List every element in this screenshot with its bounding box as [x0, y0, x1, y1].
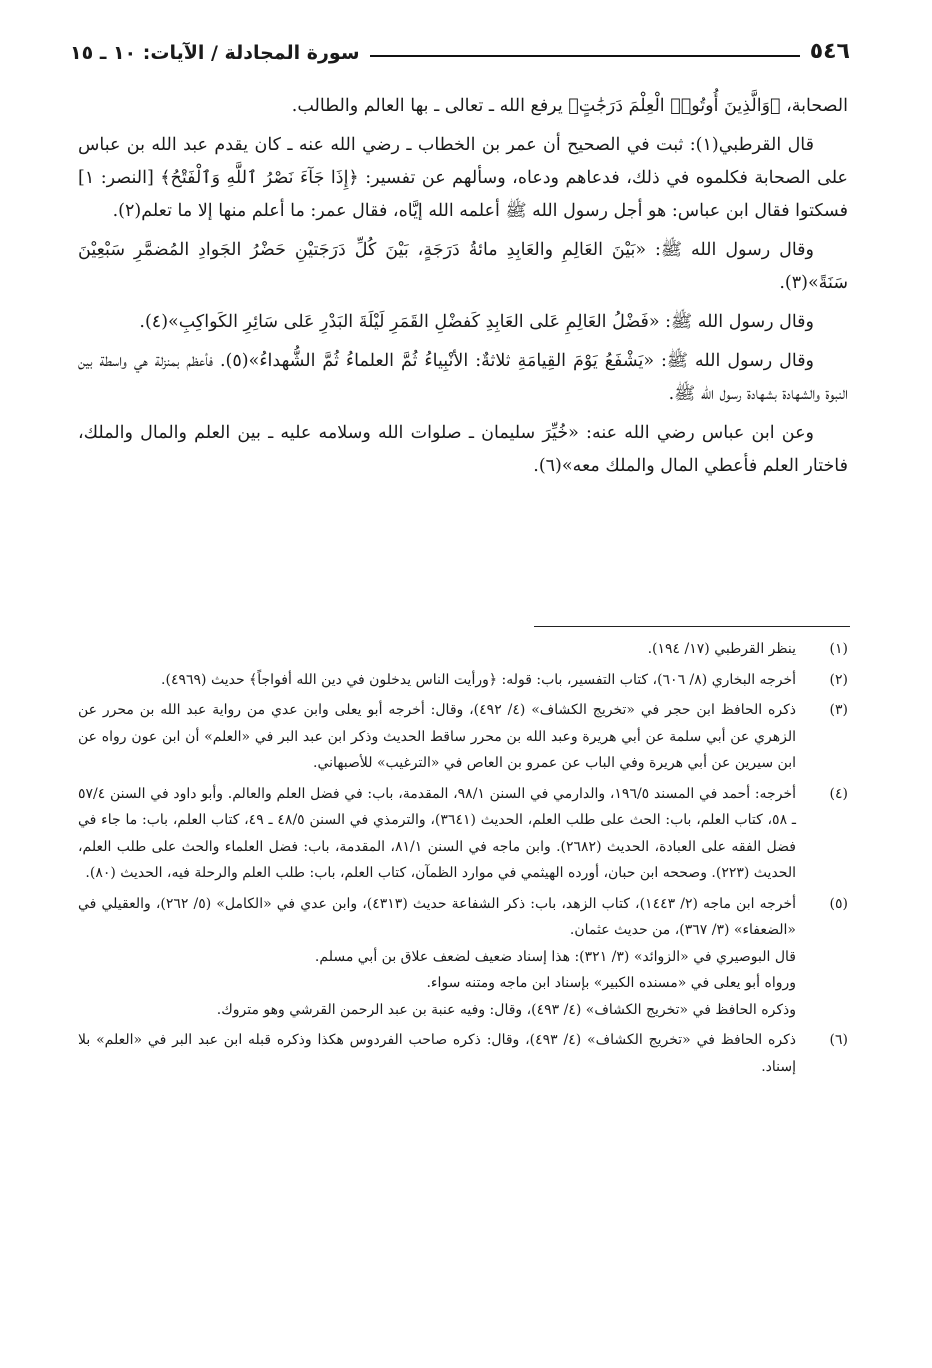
- paragraph: قال القرطبي(١): ثبت في الصحيح أن عمر بن الخطاب ـ رضي الله عنه ـ كان يقدم عبد الله بن عباس على الصحابة فكلموه في ذلك، فدعاهم ودعاه، وسألهم عن تفسير: ﴿إِذَا جَآءَ نَصْرُ ٱللَّهِ وَٱلْفَتْحُ﴾ [النصر: ١] فسكتوا فقال ابن عباس: هو أجل رسول الله ﷺ أعلمه الله إيَّاه، فقال عمر: ما أعلم منها إلا ما تعلم(٢).: [78, 135, 848, 221]
- footnote-text: وذكره الحافظ في «تخريج الكشاف» (٤/ ٤٩٣)، وقال: وفيه عنبة بن عبد الرحمن القرشي وهو متروك.: [216, 1001, 796, 1018]
- footnote-text: أخرجه البخاري (٨/ ٦٠٦)، كتاب التفسير، باب: قوله: ﴿ورأيت الناس يدخلون في دين الله أفواجاً﴾ حديث (٤٩٦٩).: [161, 671, 796, 688]
- footnote: [78, 1027, 848, 1080]
- footnote-text: ذكره الحافظ ابن حجر في «تخريج الكشاف» (٤/ ٤٩٢)، وقال: أخرجه أبو يعلى وابن عدي من رواية عبد الله بن محرر عن الزهري عن أبي سلمة عن أبي هريرة وعبد الله بن محرر ساقط الحديث وذكر ابن عبد البر في «العلم» أن ابن عون رواه عن ابن سيرين عن أبي هريرة وفي الباب عن عمرو بن العاص في «الترغيب» للأصبهاني.: [78, 702, 797, 771]
- paragraph: وقال رسول الله ﷺ: «فَضْلُ العَالِمِ عَلى العَابِدِ كَفضْلِ القَمَرِ لَيْلَةَ البَدْرِ عَلى سَائِرِ الكَواكِبِ»(٤).: [139, 312, 814, 332]
- footnote-number: (١): [829, 641, 848, 657]
- footnote-separator: [534, 626, 850, 627]
- footnote-number: (٤): [829, 785, 848, 802]
- footnote-text: قال البوصيري في «الزوائد» (٣/ ٣٢١): هذا إسناد ضعيف لضعف علاق بن أبي مسلم.: [314, 948, 796, 965]
- footnote-number: (٥): [829, 895, 848, 912]
- footnote: [78, 636, 848, 663]
- footnote-text: ذكره الحافظ في «تخريج الكشاف» (٤/ ٤٩٣)، وقال: ذكره صاحب الفردوس هكذا وذكره قبله ابن عبد البر في «العلم» بلا إسناد.: [78, 1032, 796, 1075]
- footnotes: [78, 636, 848, 1084]
- surah-title: سورة المجادلة / الآيات: ١٠ ـ ١٥: [70, 42, 360, 64]
- paragraph: الصحابة، ﴿وَالَّذِينَ أُوتُوا۟ الْعِلْمَ دَرَجَٰتٍ﴾ يرفع الله ـ تعالى ـ بها العالم والطالب.: [291, 96, 848, 116]
- paragraph: وعن ابن عباس رضي الله عنه: «خُيِّرَ سليمان ـ صلوات الله وسلامه عليه ـ بين العلم والمال والملك، فاختار العلم فأعطي المال والملك معه»(٦).: [78, 423, 848, 476]
- footnote-number: (٦): [829, 1032, 848, 1048]
- footnote-text: ينظر القرطبي (١٧/ ١٩٤).: [647, 641, 796, 657]
- footnote: [78, 781, 848, 887]
- footnote: [78, 697, 848, 777]
- footnote: [78, 667, 848, 694]
- footnote-number: (٣): [829, 702, 848, 718]
- main-text: [78, 90, 848, 489]
- running-header: [70, 30, 850, 64]
- footnote-text: أخرجه ابن ماجه (٢/ ١٤٤٣)، كتاب الزهد، باب: ذكر الشفاعة حديث (٤٣١٣)، وابن عدي في «الكامل» (٥/ ٢٦٢)، والعقيلي في «الضعفاء» (٣/ ٣٦٧)، من حديث عثمان.: [78, 895, 796, 938]
- footnote: [78, 891, 848, 1024]
- paragraph: وقال رسول الله ﷺ: «بَيْنَ العَالِمِ والعَابِدِ مائةُ دَرَجَةٍ، بَيْنَ كُلِّ دَرَجَتيْنِ حَضْرُ الجَوادِ المُضمَّرِ سَبْعِيْنَ سَنَةً»(٣).: [78, 240, 848, 293]
- footnote-text: ورواه أبو يعلى في «مسنده الكبير» بإسناد ابن ماجه ومتنه سواء.: [426, 975, 796, 991]
- footnote-text: أخرجه: أحمد في المسند ١٩٦/٥، والدارمي في السنن ٩٨/١، المقدمة، باب: في فضل العلم والعالم. وأبو داود في السنن ٥٧/٤ ـ ٥٨، كتاب العلم، باب: الحث على طلب العلم، الحديث (٣٦٤١)، والترمذي في السنن ٤٨/٥ ـ ٤٩، كتاب العلم، باب: ما جاء في فضل الفقه على العبادة، الحديث (٢٦٨٢). وابن ماجه في السنن ٨١/١، المقدمة، باب: فضل العلماء والحث على طلب العلم، الحديث (٢٢٣). وصححه ابن حبان، أورده الهيثمي في موارد الظمآن، كتاب العلم، باب: طلب العلم والرحلة فيه، الحديث (٨٠).: [78, 785, 796, 881]
- page-number: ٥٤٦: [809, 39, 850, 64]
- footnote-number: (٢): [829, 671, 848, 688]
- paragraph: وقال رسول الله ﷺ: «يَشْفَعُ يَوْمَ القِيامَةِ ثلاثةٌ: الأنْبِياءُ ثُمَّ العلماءُ ثُمَّ الشُّهداءُ»(٥). فأعظم بمنزلة هي واسطة بين النبوة والشهادة بشهادة رسول الله ﷺ.: [78, 351, 848, 404]
- header-rule: [370, 55, 800, 57]
